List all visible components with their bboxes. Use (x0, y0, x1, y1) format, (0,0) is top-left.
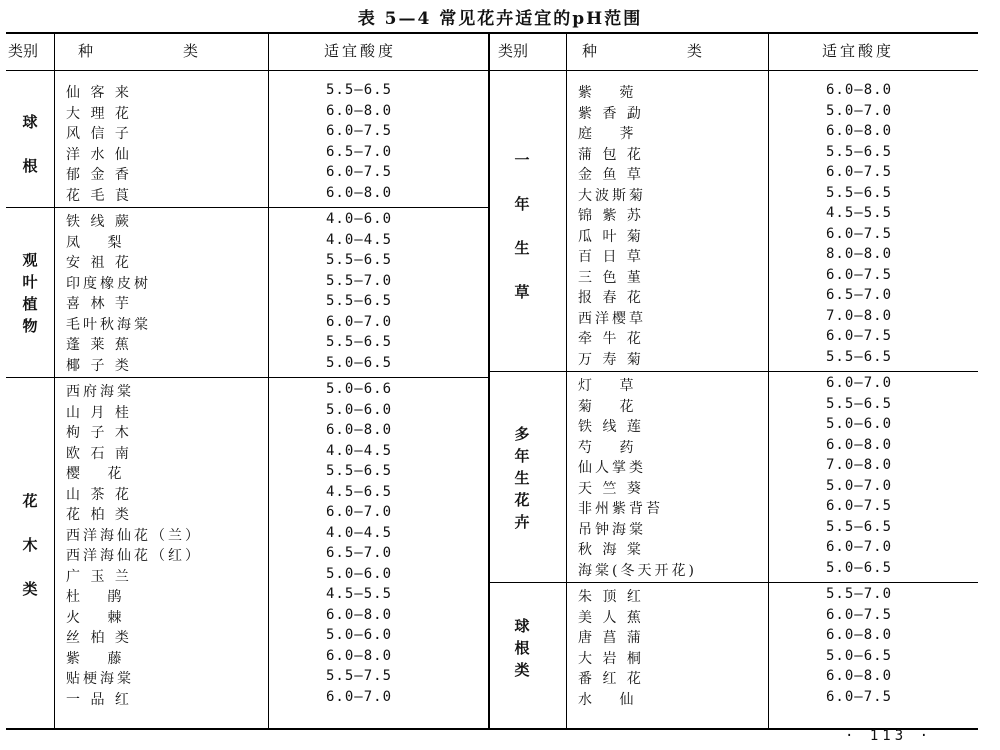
species-name: 铁 线 蕨 (66, 214, 132, 230)
ph-range: 7.0—8.0 (826, 307, 893, 324)
species-name: 海棠(冬天开花) (578, 562, 697, 579)
ph-range: 6.0—7.5 (826, 688, 893, 705)
ph-range: 5.0—6.5 (326, 354, 393, 371)
species-name: 枸 子 木 (66, 425, 132, 441)
ph-range: 6.0—8.0 (826, 627, 893, 643)
category-label: 球 根 类 (514, 616, 530, 679)
species-name: 大 理 花 (66, 105, 132, 122)
species-name: 报 春 花 (578, 290, 644, 306)
col-divider (768, 34, 769, 728)
ph-range: 5.5—6.5 (326, 293, 393, 309)
col-divider (566, 34, 567, 728)
ph-range: 5.5—6.5 (326, 82, 393, 98)
group-rule (490, 371, 978, 372)
species-name: 仙人掌类 (578, 460, 646, 476)
ph-range: 6.0—7.0 (326, 504, 393, 520)
species-name: 西洋樱草 (578, 310, 646, 327)
ph-range: 4.0—4.5 (326, 442, 393, 459)
species-name: 山 月 桂 (66, 404, 132, 421)
ph-range: 4.5—5.5 (326, 586, 393, 602)
header-acidity-left: 适宜酸度 (324, 42, 397, 60)
category-label: 球 根 (22, 112, 38, 175)
ph-range: 5.5—7.0 (826, 586, 893, 602)
species-name: 金 鱼 草 (578, 167, 644, 183)
species-name: 花 柏 类 (66, 507, 132, 523)
ph-range: 5.5—7.5 (326, 668, 393, 684)
species-name: 蒲 包 花 (578, 146, 644, 163)
species-name: 洋 水 仙 (66, 146, 132, 163)
species-name: 芍 药 (578, 439, 637, 456)
header-rule (6, 70, 978, 71)
ph-range: 5.0—6.0 (326, 627, 393, 643)
ph-range: 6.0—7.5 (826, 606, 893, 623)
ph-range: 6.0—8.0 (826, 123, 893, 139)
ph-range: 6.0—8.0 (326, 422, 393, 438)
ph-range: 5.0—7.0 (826, 102, 893, 119)
species-name: 郁 金 香 (66, 167, 132, 183)
ph-range: 6.0—8.0 (826, 668, 893, 684)
species-name: 三 色 堇 (578, 269, 644, 286)
species-name: 庭 荠 (578, 126, 637, 142)
ph-range: 5.5—7.0 (326, 272, 393, 289)
ph-range: 5.5—6.5 (826, 518, 893, 535)
species-name: 西洋海仙花（红） (66, 548, 202, 564)
species-name: 菊 花 (578, 398, 637, 415)
ph-range: 4.5—5.5 (826, 205, 893, 221)
species-name: 安 祖 花 (66, 255, 132, 271)
ph-table (6, 32, 978, 730)
category-label: 一 年 生 草 (514, 150, 530, 301)
species-name: 唐 菖 蒲 (578, 630, 644, 646)
ph-range: 6.0—7.5 (326, 123, 393, 139)
ph-range: 6.0—7.0 (326, 313, 393, 330)
ph-range: 6.0—7.5 (826, 164, 893, 180)
species-name: 蓬 莱 蕉 (66, 337, 132, 353)
ph-range: 6.0—8.0 (326, 647, 393, 664)
ph-range: 5.0—6.0 (326, 565, 393, 582)
header-category-left: 类别 (8, 42, 39, 60)
species-name: 水 仙 (578, 691, 637, 708)
species-name: 一 品 红 (66, 691, 132, 708)
ph-range: 5.5—6.5 (826, 184, 893, 201)
species-name: 百 日 草 (578, 249, 644, 265)
species-name: 万 寿 菊 (578, 351, 644, 368)
page-number: · 113 · (845, 728, 933, 744)
ph-range: 6.5—7.0 (826, 287, 893, 303)
ph-range: 5.5—6.5 (326, 463, 393, 479)
species-name: 西洋海仙花（兰） (66, 527, 202, 544)
group-rule (490, 582, 978, 583)
species-name: 大波斯菊 (578, 187, 646, 204)
table-title: 表 5—4 常见花卉适宜的pH范围 (357, 9, 643, 29)
ph-range: 5.5—6.5 (826, 143, 893, 160)
category-label: 观 叶 植 物 (22, 251, 38, 335)
species-name: 灯 草 (578, 378, 637, 394)
ph-range: 6.0—7.5 (826, 328, 893, 344)
ph-range: 5.5—6.5 (826, 348, 893, 365)
species-name: 杜 鹃 (66, 589, 125, 605)
ph-range: 5.0—6.6 (326, 381, 393, 397)
group-rule (6, 377, 488, 378)
species-name: 锦 紫 苏 (578, 208, 644, 224)
ph-range: 6.0—7.5 (826, 225, 893, 242)
species-name: 丝 柏 类 (66, 630, 132, 646)
ph-range: 5.0—6.5 (826, 559, 893, 576)
species-name: 吊钟海棠 (578, 521, 646, 538)
species-name: 铁 线 莲 (578, 419, 644, 435)
ph-range: 6.0—8.0 (326, 102, 393, 119)
ph-range: 4.0—4.5 (326, 231, 393, 248)
ph-range: 5.5—6.5 (326, 252, 393, 268)
ph-range: 5.0—6.0 (826, 416, 893, 432)
ph-range: 6.0—7.5 (326, 164, 393, 180)
species-name: 紫 藤 (66, 650, 125, 667)
center-divider (488, 34, 490, 728)
species-name: 番 红 花 (578, 671, 644, 687)
species-name: 朱 顶 红 (578, 589, 644, 605)
ph-range: 6.0—7.0 (826, 539, 893, 555)
ph-range: 4.0—6.0 (326, 211, 393, 227)
ph-range: 6.0—8.0 (326, 184, 393, 201)
col-divider (268, 34, 269, 728)
header-acidity-right: 适宜酸度 (822, 42, 895, 60)
ph-range: 6.0—7.5 (826, 266, 893, 283)
ph-range: 5.5—6.5 (326, 334, 393, 350)
species-name: 大 岩 桐 (578, 650, 644, 667)
ph-range: 5.0—6.5 (826, 647, 893, 664)
species-name: 牵 牛 花 (578, 331, 644, 347)
species-name: 风 信 子 (66, 126, 132, 142)
species-name: 紫 菀 (578, 85, 637, 101)
ph-range: 6.0—7.0 (326, 688, 393, 705)
ph-range: 6.0—7.5 (826, 498, 893, 514)
ph-range: 8.0—8.0 (826, 246, 893, 262)
species-name: 樱 花 (66, 466, 125, 482)
ph-range: 5.5—6.5 (826, 395, 893, 412)
category-label: 多 年 生 花 卉 (514, 424, 530, 531)
header-category-right: 类别 (498, 42, 529, 60)
ph-range: 5.0—6.0 (326, 401, 393, 418)
species-name: 美 人 蕉 (578, 609, 644, 626)
ph-range: 5.0—7.0 (826, 477, 893, 494)
species-name: 椰 子 类 (66, 357, 132, 374)
species-name: 山 茶 花 (66, 486, 132, 503)
ph-range: 6.0—8.0 (826, 436, 893, 453)
species-name: 仙 客 来 (66, 85, 132, 101)
ph-range: 4.5—6.5 (326, 483, 393, 500)
header-species-right: 种 类 (582, 42, 709, 60)
species-name: 花 毛 莨 (66, 187, 132, 204)
header-species-left: 种 类 (78, 42, 205, 60)
species-name: 天 竺 葵 (578, 480, 644, 497)
group-rule (6, 207, 488, 208)
species-name: 紫 香 勐 (578, 105, 644, 122)
col-divider (54, 34, 55, 728)
species-name: 凤 梨 (66, 234, 125, 251)
ph-range: 6.5—7.0 (326, 143, 393, 160)
ph-range: 6.5—7.0 (326, 545, 393, 561)
species-name: 非州紫背苔 (578, 501, 663, 517)
ph-range: 6.0—8.0 (326, 606, 393, 623)
ph-range: 6.0—7.0 (826, 375, 893, 391)
species-name: 喜 林 芋 (66, 296, 132, 312)
species-name: 欧 石 南 (66, 445, 132, 462)
species-name: 广 玉 兰 (66, 568, 132, 585)
ph-range: 4.0—4.5 (326, 524, 393, 541)
species-name: 贴梗海棠 (66, 671, 134, 687)
species-name: 毛叶秋海棠 (66, 316, 151, 333)
species-name: 西府海棠 (66, 384, 134, 400)
species-name: 印度橡皮树 (66, 275, 151, 292)
species-name: 秋 海 棠 (578, 542, 644, 558)
species-name: 瓜 叶 菊 (578, 228, 644, 245)
species-name: 火 棘 (66, 609, 125, 626)
ph-range: 7.0—8.0 (826, 457, 893, 473)
ph-range: 6.0—8.0 (826, 82, 893, 98)
category-label: 花 木 类 (22, 492, 38, 598)
